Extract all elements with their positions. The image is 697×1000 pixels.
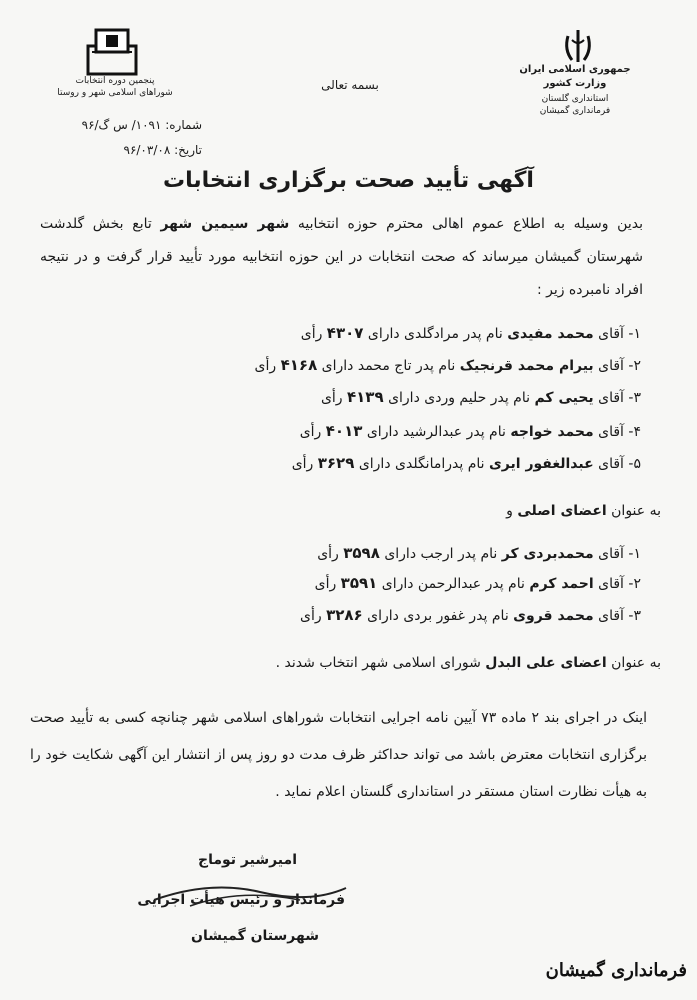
member-num: ۵-: [628, 456, 641, 472]
list-item: [315, 572, 641, 595]
gov-line3: استانداری گلستان: [541, 94, 609, 104]
member-suffix: رأی: [300, 608, 327, 624]
member-num: ۳-: [628, 390, 641, 406]
member-prefix: آقای: [593, 326, 624, 342]
emblem-icon: [560, 28, 596, 66]
member-suffix: رأی: [300, 326, 327, 342]
main-members-label: [506, 500, 661, 522]
intro-paragraph: [40, 208, 643, 307]
member-votes: ۳۵۹۸: [343, 544, 380, 562]
list-item: [300, 420, 641, 443]
member-prefix: آقای: [593, 608, 624, 624]
list-item: [301, 322, 641, 345]
iran-emblem: [560, 28, 596, 66]
member-votes: ۳۵۹۱: [340, 574, 378, 592]
label-bold: اعضای علی البدل: [485, 655, 607, 671]
signatory-city: شهرستان گمیشان: [191, 928, 319, 944]
member-father: نام پدر مرادگلدی دارای: [363, 326, 508, 342]
intro-part2: تابع بخش گلدشت شهرستان گمیشان میرساند که صحت انتخابات در این حوزه انتخابیه مورد تأیید قرار گرفت و در نتیجه افراد نامبرده زیر :: [40, 216, 643, 298]
election-logo-line1: پنجمین دوره انتخابات: [75, 76, 155, 86]
member-num: ۱-: [628, 546, 641, 562]
member-father: نام پدر عبدالرحمن دارای: [377, 576, 530, 592]
label-bold: اعضای اصلی: [517, 503, 607, 519]
list-item: [255, 354, 641, 377]
member-father: نام پدر تاج محمد دارای: [317, 358, 460, 374]
intro-city: شهر سیمین شهر: [160, 216, 290, 232]
member-num: ۱-: [628, 326, 641, 342]
election-logo-line2: شوراهای اسلامی شهر و روستا: [57, 88, 173, 98]
member-father: نام پدر حلیم وردی دارای: [383, 390, 535, 406]
signature-mark: [150, 870, 350, 920]
member-name: محمد خواجه: [510, 424, 594, 440]
member-suffix: رأی: [291, 456, 318, 472]
member-votes: ۳۶۲۹: [317, 454, 355, 472]
list-item: [300, 604, 641, 627]
member-num: ۲-: [628, 576, 641, 592]
member-suffix: رأی: [317, 546, 344, 562]
intro-part1: بدین وسیله به اطلاع عموم اهالی محترم حوزه انتخابیه: [289, 216, 643, 232]
label-tail: و: [506, 503, 518, 519]
signatory-role: فرماندار و رئیس هیأت اجرایی: [137, 892, 345, 908]
member-father: نام پدر ارجب دارای: [379, 546, 502, 562]
member-prefix: آقای: [593, 390, 624, 406]
member-votes: ۳۲۸۶: [326, 606, 363, 624]
closing-paragraph: اینک در اجرای بند ۲ ماده ۷۳ آیین نامه اجرایی انتخابات شوراهای اسلامی شهر چنانچه کسی به تأیید صحت برگزاری انتخابات معترض باشد می تواند حداکثر ظرف مدت دو روز پس از انتشار این آگهی شکایت خود را به هیأت نظارت استان مستقر در استانداری گلستان اعلام نماید .: [30, 710, 647, 800]
member-prefix: آقای: [593, 358, 624, 374]
member-votes: ۴۱۶۸: [280, 356, 318, 374]
member-name: محمدبردی کر: [501, 546, 594, 562]
member-suffix: رأی: [314, 576, 341, 592]
member-num: ۴-: [628, 424, 641, 440]
list-item: [321, 386, 641, 409]
member-name: محمد مفیدی: [507, 326, 594, 342]
page-title: آگهی تأیید صحت برگزاری انتخابات: [163, 168, 534, 193]
gov-line2: وزارت کشور: [543, 78, 607, 89]
member-prefix: آقای: [593, 576, 624, 592]
letter-number: شماره: ۱۰۹۱/ س گ/۹۶: [81, 118, 202, 132]
member-name: محمد قروی: [513, 608, 594, 624]
watermark: فرمانداری گمیشان: [545, 960, 687, 981]
member-suffix: رأی: [299, 424, 326, 440]
member-father: نام پدر عبدالرشید دارای: [362, 424, 511, 440]
list-item: [317, 542, 641, 565]
member-name: عبدالغفور ایری: [488, 456, 594, 472]
member-prefix: آقای: [593, 424, 624, 440]
member-num: ۲-: [628, 358, 641, 374]
bismillah: بسمه تعالی: [321, 78, 379, 92]
member-name: بیرام محمد قرنجیک: [459, 358, 594, 374]
member-father: نام پدر غفور بردی دارای: [362, 608, 514, 624]
member-name: احمد کرم: [529, 576, 594, 592]
gov-line4: فرمانداری گمیشان: [539, 106, 611, 116]
member-name: یحیی کم: [534, 390, 594, 406]
alt-members-label: [276, 652, 661, 674]
member-prefix: آقای: [593, 456, 624, 472]
member-suffix: رأی: [254, 358, 281, 374]
label-tail: شورای اسلامی شهر انتخاب شدند .: [275, 655, 486, 671]
member-prefix: آقای: [593, 546, 624, 562]
member-num: ۳-: [628, 608, 641, 624]
election-logo: [82, 28, 142, 76]
list-item: [292, 452, 641, 475]
member-suffix: رأی: [320, 390, 347, 406]
member-father: نام پدرامانگلدی دارای: [354, 456, 489, 472]
label-text: به عنوان: [606, 503, 661, 519]
gov-line1: جمهوری اسلامی ایران: [519, 64, 631, 75]
ballot-box-icon: [82, 28, 142, 76]
member-votes: ۴۱۳۹: [347, 388, 384, 406]
signatory-name: امیرشیر توماج: [197, 852, 297, 868]
member-votes: ۴۰۱۳: [325, 422, 363, 440]
member-votes: ۴۳۰۷: [326, 324, 364, 342]
letter-date: تاریخ: ۹۶/۰۳/۰۸: [123, 143, 202, 157]
label-text: به عنوان: [606, 655, 661, 671]
